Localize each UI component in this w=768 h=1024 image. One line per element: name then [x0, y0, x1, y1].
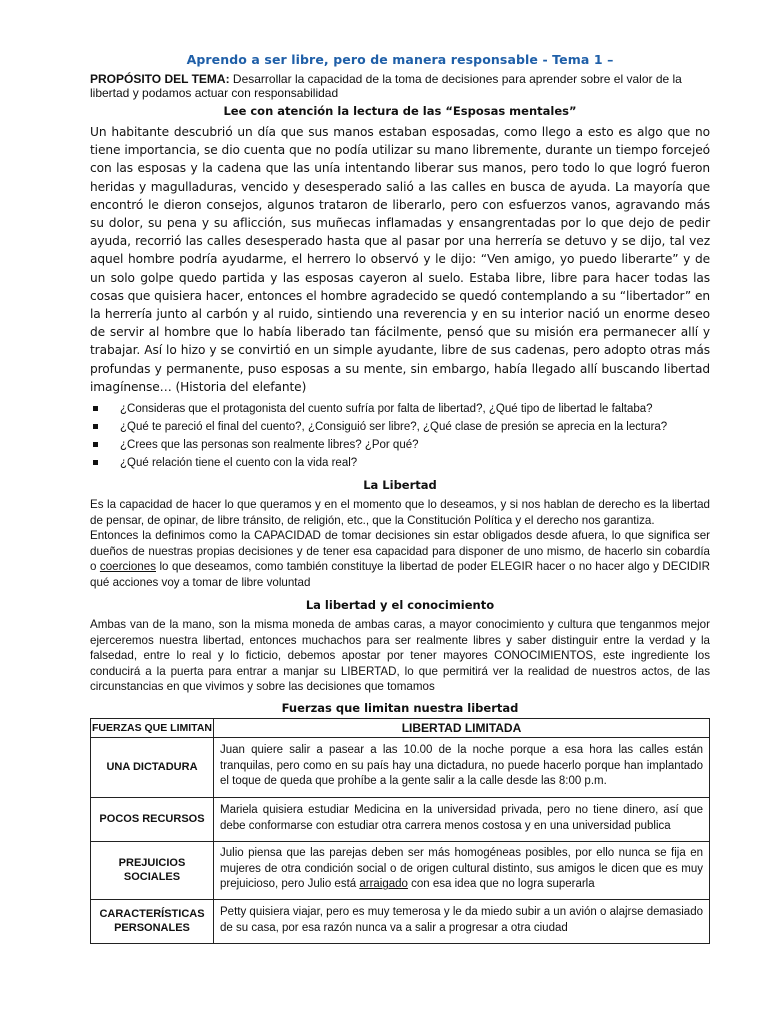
question-item: ¿Consideras que el protagonista del cuento sufría por falta de libertad?, ¿Qué tipo de libertad le faltaba? — [90, 400, 710, 418]
arraigado-term: arraigado — [359, 878, 408, 891]
reading-heading: Lee con atención la lectura de las “Esposas mentales” — [223, 104, 577, 118]
table-row — [91, 899, 710, 943]
question-item: ¿Crees que las personas son realmente libres? ¿Por qué? — [90, 436, 710, 454]
document-page — [90, 52, 710, 944]
libertad-paragraph-1: Es la capacidad de hacer lo que queramos y en el momento que lo deseamos, y si nos hablan de derecho es la libertad de pensar, de opinar, de libre tránsito, de religión, etc., que la Constitución Política y el derecho nos garantiza. — [90, 498, 710, 527]
force-cell: POCOS RECURSOS — [91, 797, 214, 841]
conocimiento-heading: La libertad y el conocimiento — [305, 598, 495, 613]
question-list — [90, 400, 710, 472]
fuerzas-table — [90, 718, 710, 944]
description-cell: Juan quiere salir a pasear a las 10.00 de la noche porque a esa hora las calles están tranquilas, pero como en su país hay una dictadura, no puede hacerlo porque han implantado el toque de queda que prohíbe a la gente salir a la calle desde las 8:00 p.m. — [214, 737, 710, 797]
question-item: ¿Qué relación tiene el cuento con la vida real? — [90, 454, 710, 472]
table-row — [91, 737, 710, 797]
purpose-paragraph — [90, 72, 710, 100]
coerciones-term: coerciones — [99, 560, 156, 574]
column-header-libertad: LIBERTAD LIMITADA — [214, 718, 710, 737]
libertad-p2-end: lo que deseamos, como también constituye la libertad de poder ELEGIR hacer o no hacer algo y DECIDIR qué acciones voy a tomar de libre voluntad — [90, 560, 710, 589]
column-header-fuerzas: FUERZAS QUE LIMITAN — [91, 718, 214, 737]
libertad-paragraph-2 — [90, 528, 710, 590]
table-header-row — [91, 718, 710, 737]
purpose-label: PROPÓSITO DEL TEMA: — [90, 72, 230, 86]
conocimiento-paragraph: Ambas van de la mano, son la misma moneda de ambas caras, a mayor conocimiento y cultura que tenganmos mejor ejerceremos nuestra libertad, entonces muchachos para ser realmente libres y saber distinguir entre la verdad y la falsedad, entre lo real y lo ficticio, debemos apostar por tener mayores CONOCIMIENTOS, este ingrediente los conducirá a la puerta para entrar a manjar su LIBERTAD, lo que permitirá ver la realidad de nuestros actos, de las circunstancias en que vivimos y sobre las decisiones que tomamos — [90, 618, 710, 694]
description-cell: Mariela quisiera estudiar Medicina en la universidad privada, pero no tiene dinero, así que debe conformarse con estudiar otra carrera menos costosa y en una universidad publica — [214, 797, 710, 841]
fuerzas-heading: Fuerzas que limitan nuestra libertad — [281, 700, 519, 715]
story-text: Un habitante descubrió un día que sus manos estaban esposadas, como llego a esto es algo que no tiene importancia, se dio cuenta que no podía utilizar su mano libremente, durante un tiempo forcejeó con las esposas y la cadena que las unía intentando liberar sus manos, pero todo lo que logró fueron heridas y magulladuras, vencido y desesperado salió a las calles en busca de ayuda. La mayoría que encontró le dieron consejos, algunos trataron de liberarlo, pero con esfuerzos vanos, agravando más su dolor, su pena y su aflicción, sus muñecas inflamadas y ensangrentadas por lo que dejo de pedir ayuda, recorrió las calles desesperado hasta que al pasar por una herrería se detuvo y se dijo, tal vez aquel hombre podría ayudarme, el herrero lo observó y le dijo: “Ven amigo, yo puedo liberarte” y de un solo golpe quedo partida y las esposas cayeron al suelo. Estaba libre, libre para hacer todas las cosas que quisiera hacer, entonces el hombre agradecido se quedó contemplando a su “libertador” en la herrería junto al carbón y al ruido, sintiendo una reverencia y en su interior nació un enorme deseo de servir al hombre que lo había liberado tan fácilmente, pensó que su misión era permanecer allí y trabajar. Así lo hizo y se convirtió en un simple ayudante, libre de sus cadenas, pero adopto otras más profundas y permanente, puso esposas a su mente, sin embargo, había llegado allí buscando libertad imagínense… (Historia del elefante) — [90, 125, 710, 394]
description-cell: Petty quisiera viajar, pero es muy temerosa y le da miedo subir a un avión o alajrse demasiado de su casa, por esa razón nunca va a salir a progresar a otra ciudad — [214, 899, 710, 943]
description-end: con esa idea que no logra superarla — [407, 878, 595, 891]
table-row — [91, 797, 710, 841]
description-cell — [214, 841, 710, 899]
description-start: Julio piensa que las parejas deben ser más homogéneas posibles, por ello nunca se fija en mujeres de otra condición social o de origen cultural distinto, sus amigos le dicen que es muy prejuicioso, pero Julio está — [220, 847, 703, 891]
page-title: Aprendo a ser libre, pero de manera responsable - Tema 1 – — [186, 52, 614, 67]
question-item: ¿Qué te pareció el final del cuento?, ¿Consiguió ser libre?, ¿Qué clase de presión se aprecia en la lectura? — [90, 418, 710, 436]
libertad-heading: La Libertad — [363, 478, 437, 493]
libertad-p2-start: Entonces la definimos como la CAPACIDAD de tomar decisiones sin estar obligados desde afuera, lo que significa ser dueños de nuestras propias decisiones y de tener esa capacidad para disponer de uno mismo, de hacerlo sin cobardía o — [90, 529, 710, 574]
force-cell: PREJUICIOS SOCIALES — [91, 841, 214, 899]
purpose-text: Desarrollar la capacidad de la toma de decisiones para aprender sobre el valor de la libertad y podamos actuar con responsabilidad — [90, 72, 682, 100]
force-cell: CARACTERÍSTICAS PERSONALES — [91, 899, 214, 943]
table-row — [91, 841, 710, 899]
force-cell: UNA DICTADURA — [91, 737, 214, 797]
